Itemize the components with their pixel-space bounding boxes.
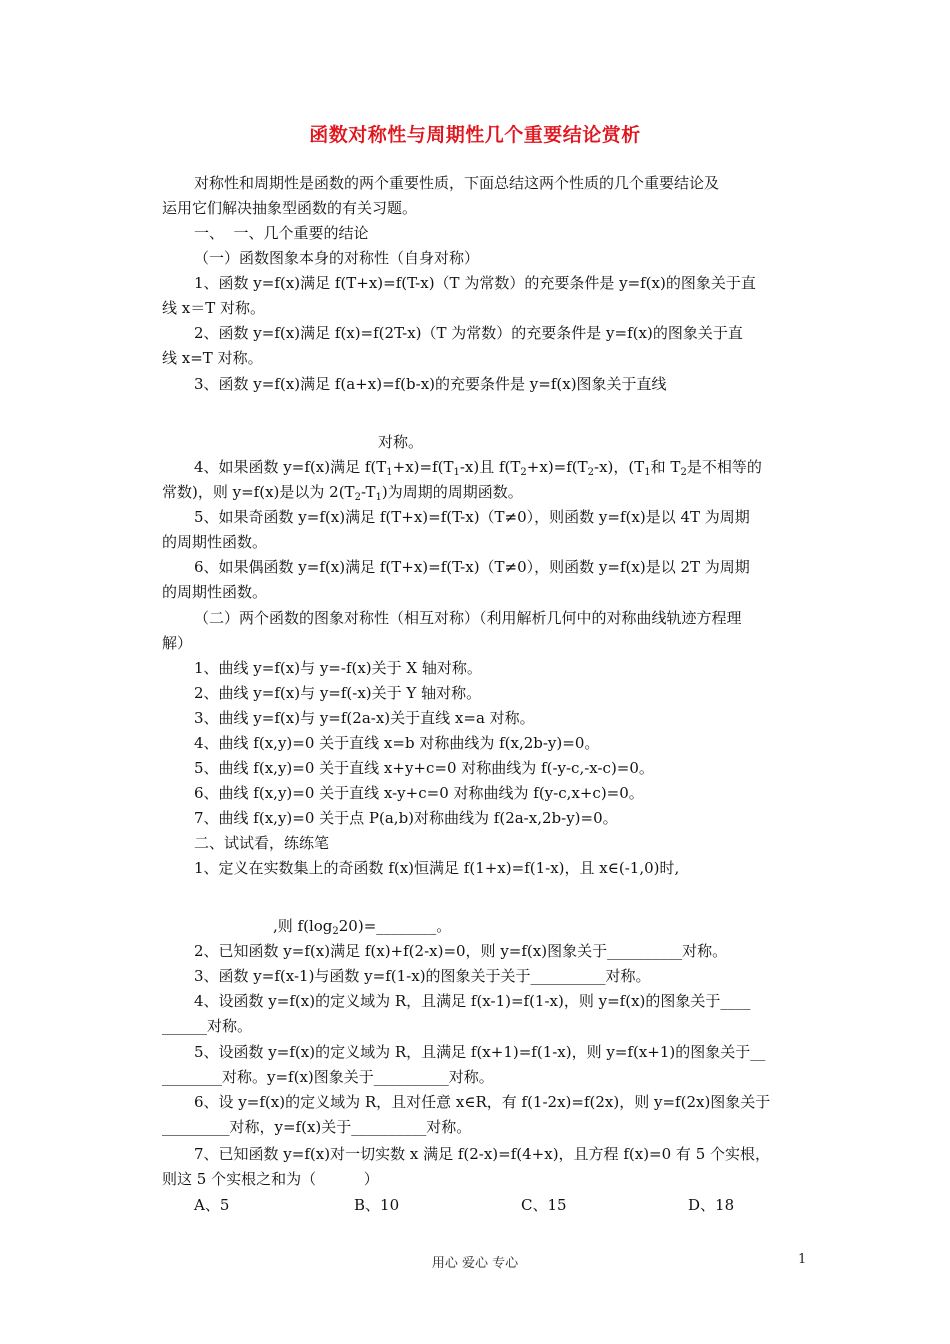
intro-line-1: 对称性和周期性是函数的两个重要性质，下面总结这两个性质的几个重要结论及 — [194, 174, 720, 192]
subscript: 2 — [587, 467, 595, 478]
subscript: 2 — [332, 926, 339, 937]
curve-item: 1、曲线 y=f(x)与 y=-f(x)关于 X 轴对称。 — [194, 659, 482, 677]
exercise6-line-2: _________对称，y=f(x)关于__________对称。 — [162, 1118, 472, 1136]
item4-line-1 — [194, 457, 762, 477]
exercise5-line-1: 5、设函数 y=f(x)的定义域为 R，且满足 f(x+1)=f(1-x)，则 y=f(x+1)的图象关于__ — [194, 1043, 766, 1061]
curve-item: 5、曲线 f(x,y)=0 关于直线 x+y+c=0 对称曲线为 f(-y-c,-x-c)=0。 — [194, 759, 654, 777]
option-c: C、15 — [521, 1196, 567, 1214]
item4-text: +x)=f(T — [526, 458, 588, 476]
exercise3: 3、函数 y=f(x-1)与函数 y=f(1-x)的图象关于关于__________对称。 — [194, 967, 651, 985]
page-footer: 用心 爱心 专心 — [431, 1256, 519, 1271]
intro-line-2: 运用它们解决抽象型函数的有关习题。 — [162, 199, 418, 217]
curve-item: 7、曲线 f(x,y)=0 关于点 P(a,b)对称曲线为 f(2a-x,2b-y)=0。 — [194, 809, 618, 827]
exercise4-line-1: 4、设函数 y=f(x)的定义域为 R，且满足 f(x-1)=f(1-x)，则 y=f(x)的图象关于____ — [194, 992, 751, 1010]
page-number: 1 — [798, 1252, 807, 1267]
item6-line-2: 的周期性函数。 — [162, 583, 268, 601]
exercise1-line-1: 1、定义在实数集上的奇函数 f(x)恒满足 f(1+x)=f(1-x)，且 x∈(-1,0)时, — [194, 859, 680, 877]
exercise1-text: 20)=________。 — [338, 917, 452, 935]
subscript: 1 — [644, 467, 651, 478]
curve-item: 2、曲线 y=f(x)与 y=f(-x)关于 Y 轴对称。 — [194, 684, 482, 702]
curve-item: 4、曲线 f(x,y)=0 关于直线 x=b 对称曲线为 f(x,2b-y)=0。 — [194, 734, 600, 752]
exercise5-line-2: ________对称。y=f(x)图象关于__________对称。 — [162, 1068, 494, 1086]
exercise2: 2、已知函数 y=f(x)满足 f(x)+f(2-x)=0，则 y=f(x)图象关于__________对称。 — [194, 942, 728, 960]
item4-text: )为周期的周期函数。 — [381, 483, 523, 501]
item4-text: 和 T — [650, 458, 681, 476]
exercise7-line-1: 7、已知函数 y=f(x)对一切实数 x 满足 f(2-x)=f(4+x)，且方程 f(x)=0 有 5 个实根， — [194, 1145, 771, 1163]
section-heading-1: 一、 一、几个重要的结论 — [194, 224, 369, 242]
item1-line-1: 1、函数 y=f(x)满足 f(T+x)=f(T-x)（T 为常数）的充要条件是 y=f(x)的图象关于直 — [194, 274, 756, 292]
curve-item: 3、曲线 y=f(x)与 y=f(2a-x)关于直线 x=a 对称。 — [194, 709, 535, 727]
exercise6-line-1: 6、设 y=f(x)的定义域为 R，且对任意 x∈R，有 f(1-2x)=f(2x)，则 y=f(2x)图象关于 — [194, 1093, 771, 1111]
option-d: D、18 — [688, 1196, 735, 1214]
subscript: 2 — [520, 467, 527, 478]
subscript: 2 — [680, 467, 687, 478]
item3-line-1: 3、函数 y=f(x)满足 f(a+x)=f(b-x)的充要条件是 y=f(x)图象关于直线 — [194, 375, 667, 393]
exercise1-text: ,则 f(log — [273, 917, 333, 935]
subscript: 1 — [453, 467, 460, 478]
item4-text: 是不相等的 — [686, 458, 762, 476]
item4-text: 4、如果函数 y=f(x)满足 f(T — [194, 458, 387, 476]
item5-line-1: 5、如果奇函数 y=f(x)满足 f(T+x)=f(T-x)（T≠0），则函数 y=f(x)是以 4T 为周期 — [194, 508, 750, 526]
subscript: 2 — [354, 492, 361, 503]
item4-text: +x)=f(T — [392, 458, 454, 476]
subsection-heading-2-cont: 解） — [162, 634, 193, 652]
item2-line-2: 线 x=T 对称。 — [162, 349, 263, 367]
item3-line-2: 对称。 — [378, 433, 424, 451]
option-b: B、10 — [354, 1196, 400, 1214]
exercise4-line-2: ______对称。 — [162, 1017, 253, 1035]
subscript: 1 — [386, 467, 393, 478]
item1-line-2: 线 x＝T 对称。 — [162, 299, 266, 317]
subscript: 1 — [375, 492, 382, 503]
item4-text: -x)且 f(T — [459, 458, 521, 476]
item4-line-2 — [162, 482, 523, 502]
item4-text: -x)，(T — [594, 458, 645, 476]
document-title: 函数对称性与周期性几个重要结论赏析 — [309, 124, 641, 146]
item4-text: -T — [360, 483, 376, 501]
item4-text: 常数)，则 y=f(x)是以为 2(T — [162, 483, 355, 501]
subsection-heading-2: （二）两个函数的图象对称性（相互对称）（利用解析几何中的对称曲线轨迹方程理 — [194, 609, 742, 627]
exercise7-line-2: 则这 5 个实根之和为（ ） — [162, 1170, 379, 1188]
exercise1-line-2 — [273, 916, 451, 936]
option-a: A、5 — [194, 1196, 230, 1214]
item6-line-1: 6、如果偶函数 y=f(x)满足 f(T+x)=f(T-x)（T≠0），则函数 y=f(x)是以 2T 为周期 — [194, 558, 750, 576]
curve-item: 6、曲线 f(x,y)=0 关于直线 x-y+c=0 对称曲线为 f(y-c,x+c)=0。 — [194, 784, 644, 802]
section-heading-2: 二、试试看，练练笔 — [194, 834, 330, 852]
item5-line-2: 的周期性函数。 — [162, 533, 268, 551]
item2-line-1: 2、函数 y=f(x)满足 f(x)=f(2T-x)（T 为常数）的充要条件是 y=f(x)的图象关于直 — [194, 324, 743, 342]
subsection-heading-1: （一）函数图象本身的对称性（自身对称） — [194, 249, 480, 267]
